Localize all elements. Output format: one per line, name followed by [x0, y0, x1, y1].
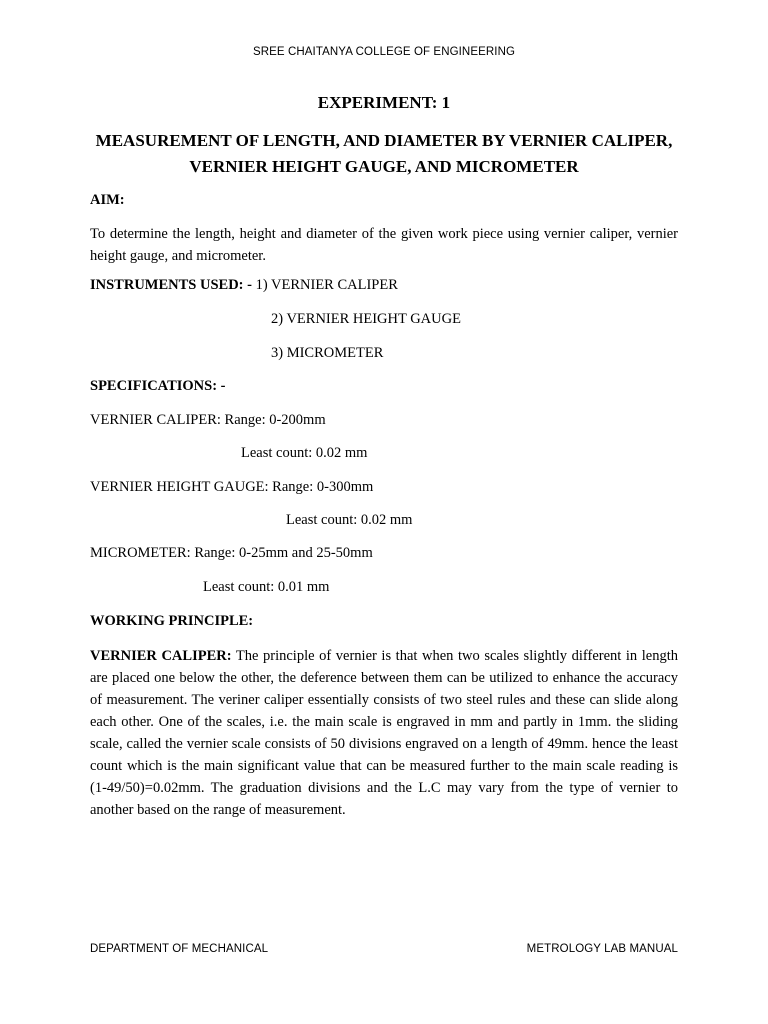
- caliper-least-count: Least count: 0.02 mm: [241, 445, 368, 461]
- footer-manual: METROLOGY LAB MANUAL: [526, 943, 678, 955]
- instruments-line: [90, 277, 398, 294]
- instruments-heading: INSTRUMENTS USED: -: [90, 277, 252, 293]
- working-principle-heading: WORKING PRINCIPLE:: [90, 613, 254, 629]
- aim-text: To determine the length, height and diameter of the given work piece using vernier caliper, vernier height gauge, and micrometer.: [90, 226, 678, 264]
- specifications-heading: SPECIFICATIONS: -: [90, 378, 226, 394]
- height-gauge-range: VERNIER HEIGHT GAUGE: Range: 0-300mm: [90, 479, 374, 495]
- vernier-caliper-paragraph: [90, 645, 678, 821]
- micrometer-range: MICROMETER: Range: 0-25mm and 25-50mm: [90, 545, 373, 561]
- aim-heading: AIM:: [90, 192, 125, 208]
- experiment-title: MEASUREMENT OF LENGTH, AND DIAMETER BY VERNIER CALIPER, VERNIER HEIGHT GAUGE, AND MICROMETER: [95, 131, 673, 176]
- experiment-number: EXPERIMENT: 1: [317, 93, 451, 112]
- micrometer-least-count: Least count: 0.01 mm: [203, 579, 330, 595]
- instrument-item: 1) VERNIER CALIPER: [255, 277, 398, 293]
- height-gauge-least-count: Least count: 0.02 mm: [286, 512, 413, 528]
- caliper-range: VERNIER CALIPER: Range: 0-200mm: [90, 412, 326, 428]
- vernier-caliper-label: VERNIER CALIPER:: [90, 648, 232, 664]
- footer-department: DEPARTMENT OF MECHANICAL: [90, 943, 269, 955]
- instrument-item: 3) MICROMETER: [271, 345, 384, 361]
- instrument-item: 2) VERNIER HEIGHT GAUGE: [271, 311, 461, 327]
- page-header: SREE CHAITANYA COLLEGE OF ENGINEERING: [252, 46, 516, 58]
- vernier-caliper-text: The principle of vernier is that when two scales slightly different in length are placed one below the other, the deference between them can be utilized to enhance the accuracy of measurement. The veriner caliper essentially consists of two steel rules and these can slide along each other. One of the scales, i.e. the main scale is engraved in mm and partly in 1mm. the sliding scale, called the vernier scale consists of 50 divisions engraved on a length of 49mm. hence the least count which is the main significant value that can be measured further to the main scale reading is (1-49/50)=0.02mm. The graduation divisions and the L.C may vary from the type of vernier to another based on the range of measurement.: [90, 648, 678, 818]
